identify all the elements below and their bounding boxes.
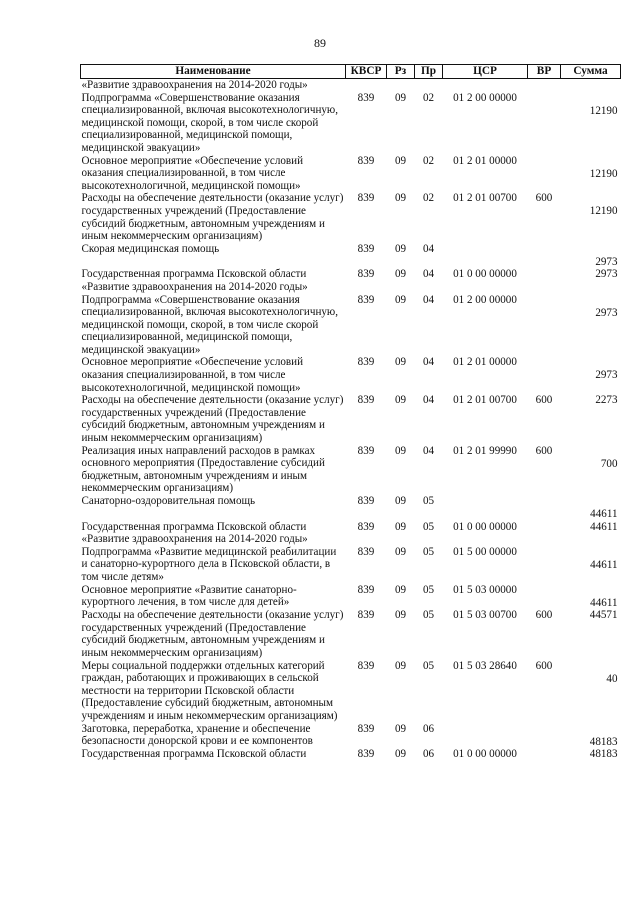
- row-rz: 09: [394, 242, 407, 255]
- row-vr: 600: [535, 192, 553, 205]
- row-pr: 06: [422, 748, 435, 761]
- row-name: Скорая медицинская помощь: [81, 242, 220, 255]
- row-pr: 04: [422, 293, 435, 306]
- row-csr: 01 0 00 00000: [453, 748, 517, 761]
- row-kvsr: 839: [357, 659, 375, 672]
- row-rz: 09: [394, 520, 407, 533]
- row-rz: 09: [394, 192, 407, 205]
- row-pr: 04: [422, 356, 435, 369]
- row-name: Основное мероприятие «Обеспечение условий оказания специализированной, в том числе высокотехнологичной, медицинской помощи»: [81, 154, 304, 192]
- row-kvsr: 839: [357, 609, 375, 622]
- row-name: Подпрограмма «Совершенствование оказания специализированной, включая высокотехнологичную, медицинской помощи, скорой, в том числе скорой специализированной, медицинской помощи, медицинской эвакуации»: [81, 91, 338, 154]
- row-sum: 40: [606, 672, 618, 685]
- row-pr: 02: [422, 91, 435, 104]
- row-sum: 2973: [595, 255, 618, 268]
- row-vr: [528, 79, 561, 92]
- row-pr: 04: [422, 394, 435, 407]
- table-row: [81, 394, 621, 444]
- row-kvsr: [346, 79, 387, 92]
- row-sum: [561, 79, 621, 92]
- row-sum: 48183: [589, 735, 618, 748]
- row-vr: [528, 243, 561, 269]
- row-csr: 01 5 03 00000: [453, 583, 517, 596]
- row-csr: 01 2 01 99990: [453, 444, 517, 457]
- row-name: Расходы на обеспечение деятельности (оказание услуг) государственных учреждений (Предоставление субсидий бюджетным, автономным учреждениям и иным некоммерческим организациям): [81, 394, 344, 445]
- table-row: [81, 521, 621, 546]
- row-csr: 01 5 03 28640: [453, 659, 517, 672]
- table-row: [81, 356, 621, 394]
- row-csr: 01 2 01 00700: [453, 394, 517, 407]
- row-kvsr: 839: [357, 495, 375, 507]
- row-pr: 06: [422, 722, 435, 735]
- row-rz: 09: [394, 394, 407, 407]
- row-name: Государственная программа Псковской области: [81, 748, 307, 761]
- row-rz: 09: [394, 748, 407, 761]
- table-row: [81, 584, 621, 610]
- row-sum: 2973: [595, 306, 618, 319]
- row-csr: 01 0 00 00000: [453, 268, 517, 281]
- row-name: Реализация иных направлений расходов в рамках основного мероприятия (Предоставление субсидий бюджетным, автономным учреждениям и иным некоммерческим организациям): [81, 444, 325, 495]
- row-name: Санаторно-оздоровительная помощь: [81, 495, 256, 507]
- row-rz: [387, 79, 415, 92]
- row-vr: 600: [535, 609, 553, 622]
- row-kvsr: 839: [357, 545, 375, 558]
- row-csr: 01 2 01 00000: [453, 154, 517, 167]
- row-csr: 01 0 00 00000: [453, 520, 517, 533]
- row-pr: 05: [422, 659, 435, 672]
- row-pr: 02: [422, 192, 435, 205]
- table-row: [81, 268, 621, 293]
- row-pr: [415, 79, 443, 92]
- table-row: [81, 192, 621, 242]
- row-vr: [528, 294, 561, 357]
- row-kvsr: 839: [357, 444, 375, 457]
- row-kvsr: 839: [357, 91, 375, 104]
- row-vr: [528, 584, 561, 610]
- row-csr: 01 2 01 00700: [453, 192, 517, 205]
- row-name: Меры социальной поддержки отдельных категорий граждан, работающих и проживающих в сельской местности на территории Псковской области (Предоставление субсидий бюджетным, автономным учреждениям и иным некоммерческим организациям): [81, 659, 338, 722]
- row-name: «Развитие здравоохранения на 2014-2020 годы»: [81, 79, 308, 91]
- table-row: [81, 609, 621, 659]
- row-name: Подпрограмма «Развитие медицинской реабилитации и санаторно-курортного дела в Псковской области, в том числе детям»: [81, 545, 337, 583]
- budget-table: [80, 64, 621, 761]
- row-kvsr: 839: [357, 394, 375, 407]
- column-header-csr: ЦСР: [443, 65, 528, 79]
- row-kvsr: 839: [357, 583, 375, 596]
- row-name: Основное мероприятие «Обеспечение условий оказания специализированной, в том числе высокотехнологичной, медицинской помощи»: [81, 356, 304, 394]
- row-csr: 01 5 03 00700: [453, 609, 517, 622]
- table-row: [81, 546, 621, 584]
- row-vr: [528, 723, 561, 749]
- row-kvsr: 839: [357, 154, 375, 167]
- row-vr: [528, 748, 561, 761]
- row-kvsr: 839: [357, 722, 375, 735]
- row-name: Заготовка, переработка, хранение и обеспечение безопасности донорской крови и ее компонентов: [81, 722, 313, 748]
- row-vr: 600: [535, 659, 553, 672]
- row-csr: [443, 243, 528, 269]
- row-name: Расходы на обеспечение деятельности (оказание услуг) государственных учреждений (Предоставление субсидий бюджетным, автономным учреждениям и иным некоммерческим организациям): [81, 192, 344, 243]
- table-body: [81, 79, 621, 761]
- table-row: [81, 748, 621, 761]
- row-pr: 05: [422, 609, 435, 622]
- row-vr: 600: [535, 444, 553, 457]
- column-header-sum: Сумма: [561, 65, 621, 79]
- row-sum: 12190: [589, 104, 618, 117]
- row-rz: 09: [394, 268, 407, 281]
- row-vr: [528, 268, 561, 293]
- table-header: [81, 65, 621, 79]
- row-pr: 05: [422, 520, 435, 533]
- row-pr: 05: [422, 495, 435, 507]
- row-name: Основное мероприятие «Развитие санаторно-курортного лечения, в том числе для детей»: [81, 583, 297, 609]
- row-kvsr: 839: [357, 268, 375, 281]
- row-sum: 44611: [590, 558, 618, 571]
- row-csr: [443, 495, 528, 521]
- row-rz: 09: [394, 495, 407, 507]
- column-header-kvsr: КВСР: [346, 65, 387, 79]
- row-csr: [443, 79, 528, 92]
- row-csr: 01 2 01 00000: [453, 356, 517, 369]
- table-row: [81, 660, 621, 723]
- row-pr: 05: [422, 545, 435, 558]
- row-pr: 04: [422, 444, 435, 457]
- table-row: [81, 79, 621, 92]
- row-csr: 01 2 00 00000: [453, 293, 517, 306]
- row-vr: [528, 92, 561, 155]
- row-kvsr: 839: [357, 242, 375, 255]
- row-name: Расходы на обеспечение деятельности (оказание услуг) государственных учреждений (Предоставление субсидий бюджетным, автономным учреждениям и иным некоммерческим организациям): [81, 609, 344, 659]
- page-number: 89: [314, 36, 326, 50]
- row-csr: 01 5 00 00000: [453, 545, 517, 558]
- row-name: Государственная программа Псковской области «Развитие здравоохранения на 2014-2020 годы»: [81, 268, 308, 293]
- row-name: Подпрограмма «Совершенствование оказания специализированной, включая высокотехнологичную, медицинской помощи, скорой, в том числе скорой специализированной, медицинской помощи, медицинской эвакуации»: [81, 293, 338, 356]
- row-vr: 600: [535, 394, 553, 407]
- row-rz: 09: [394, 583, 407, 596]
- row-rz: 09: [394, 154, 407, 167]
- column-header-name: Наименование: [81, 65, 346, 79]
- table-row: [81, 495, 621, 521]
- row-rz: 09: [394, 293, 407, 306]
- row-pr: 05: [422, 583, 435, 596]
- row-sum: 44611: [590, 508, 618, 520]
- table-row: [81, 445, 621, 495]
- row-name: Государственная программа Псковской области «Развитие здравоохранения на 2014-2020 годы»: [81, 520, 308, 546]
- row-sum: 12190: [589, 167, 618, 180]
- row-rz: 09: [394, 722, 407, 735]
- row-kvsr: 839: [357, 293, 375, 306]
- row-csr: [443, 723, 528, 749]
- row-kvsr: 839: [357, 356, 375, 369]
- table-row: [81, 155, 621, 193]
- row-vr: [528, 546, 561, 584]
- row-pr: 02: [422, 154, 435, 167]
- row-vr: [528, 495, 561, 521]
- row-sum: 700: [600, 457, 618, 470]
- row-sum: 48183: [589, 748, 618, 761]
- column-header-rz: Рз: [387, 65, 415, 79]
- row-vr: [528, 356, 561, 394]
- row-sum: 2973: [595, 268, 618, 281]
- table-row: [81, 243, 621, 269]
- row-sum: 44611: [590, 520, 618, 533]
- row-sum: 44611: [590, 596, 618, 609]
- row-rz: 09: [394, 659, 407, 672]
- row-sum: 12190: [589, 205, 618, 218]
- column-header-pr: Пр: [415, 65, 443, 79]
- row-csr: 01 2 00 00000: [453, 91, 517, 104]
- row-rz: 09: [394, 545, 407, 558]
- row-sum: 2973: [595, 369, 618, 382]
- row-vr: [528, 521, 561, 546]
- table-row: [81, 92, 621, 155]
- row-kvsr: 839: [357, 192, 375, 205]
- row-rz: 09: [394, 356, 407, 369]
- column-header-vr: ВР: [528, 65, 561, 79]
- row-kvsr: 839: [357, 520, 375, 533]
- table-row: [81, 723, 621, 749]
- row-rz: 09: [394, 444, 407, 457]
- row-pr: 04: [422, 242, 435, 255]
- row-kvsr: 839: [357, 748, 375, 761]
- row-rz: 09: [394, 91, 407, 104]
- table-row: [81, 294, 621, 357]
- row-sum: 2273: [595, 394, 618, 407]
- row-sum: 44571: [589, 609, 618, 622]
- row-pr: 04: [422, 268, 435, 281]
- row-vr: [528, 155, 561, 193]
- row-rz: 09: [394, 609, 407, 622]
